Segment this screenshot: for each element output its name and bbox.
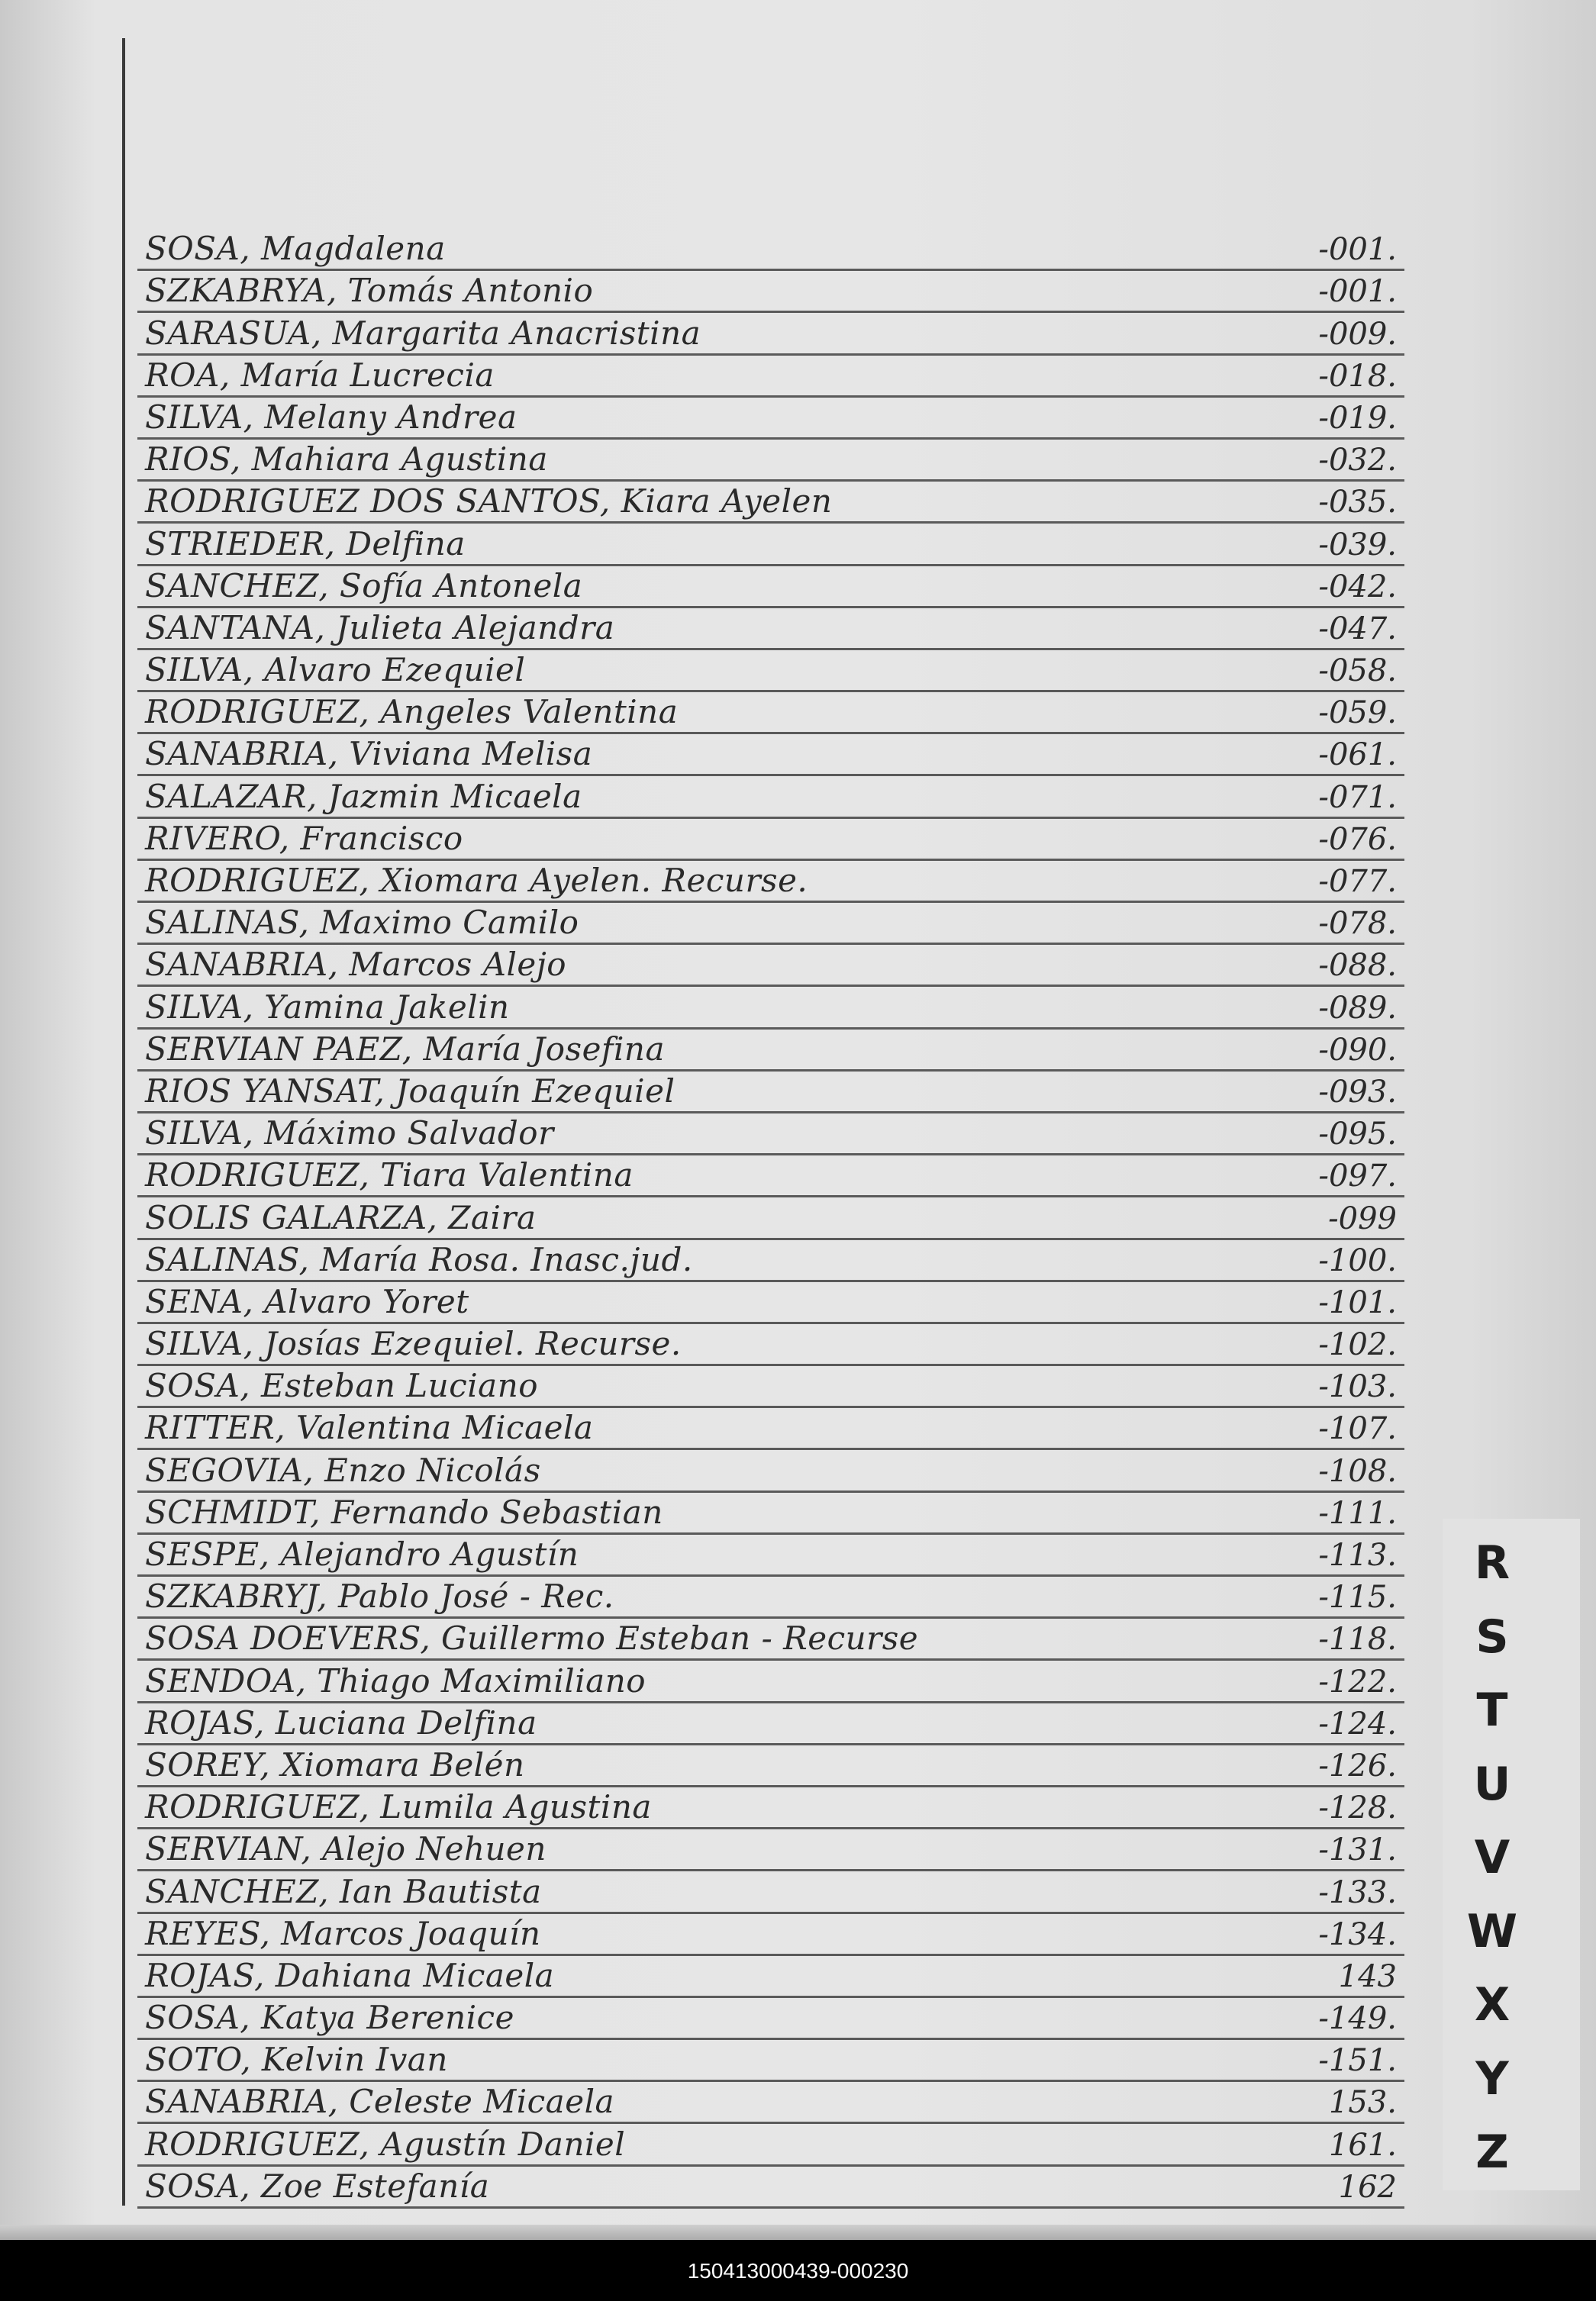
record-number: -090. [1318,1032,1397,1068]
index-letter-y: Y [1475,2051,1509,2106]
student-name: ROA, María Lucrecia [145,356,495,394]
student-name: SILVA, Melany Andrea [145,398,517,436]
student-name: SESPE, Alejandro Agustín [145,1536,579,1573]
student-name: RIOS YANSAT, Joaquín Ezequiel [145,1072,675,1110]
student-name: RODRIGUEZ, Tiara Valentina [145,1156,634,1194]
student-name: SANABRIA, Viviana Melisa [145,735,593,773]
margin-rule [122,38,125,2206]
index-letter-t: T [1476,1684,1508,1737]
page-edge [0,2225,1596,2241]
record-number: 153. [1328,2085,1397,2121]
list-row [137,1745,1404,1787]
record-number: -107. [1318,1411,1397,1447]
student-name: SILVA, Máximo Salvador [145,1114,554,1152]
record-number: -089. [1318,990,1397,1026]
record-number: -099 [1328,1200,1397,1236]
list-row [137,903,1404,945]
student-name: RODRIGUEZ, Angeles Valentina [145,693,679,731]
student-name: RODRIGUEZ, Xiomara Ayelen. Recurse. [145,862,808,899]
list-row [137,566,1404,608]
student-name: SANTANA, Julieta Alejandra [145,608,615,646]
student-name: SERVIAN, Alejo Nehuen [145,1830,547,1868]
record-number: -061. [1318,737,1397,773]
student-name: SANCHEZ, Sofía Antonela [145,566,583,604]
student-name: SANABRIA, Marcos Alejo [145,946,567,984]
student-name: RODRIGUEZ, Lumila Agustina [145,1788,652,1826]
student-name: SILVA, Alvaro Ezequiel [145,651,526,689]
list-row [137,1155,1404,1197]
list-row [137,1324,1404,1366]
student-name: SEGOVIA, Enzo Nicolás [145,1451,541,1489]
student-name: SALINAS, Maximo Camilo [145,904,579,942]
list-row [137,1914,1404,1956]
student-name: STRIEDER, Delfina [145,524,466,562]
record-number: -076. [1318,821,1397,857]
record-number: -071. [1318,779,1397,815]
record-number: -126. [1318,1748,1397,1784]
record-number: -122. [1318,1664,1397,1700]
list-row [137,1072,1404,1113]
list-row [137,1661,1404,1703]
student-name: SOTO, Kelvin Ivan [145,2041,448,2079]
list-row [137,1577,1404,1619]
list-row [137,1998,1404,2040]
index-letter-r: R [1474,1536,1511,1590]
list-row [137,440,1404,482]
student-name: SANCHEZ, Ian Bautista [145,1872,542,1910]
record-number: 161. [1328,2127,1397,2163]
record-number: -093. [1318,1074,1397,1110]
student-name: REYES, Marcos Joaquín [145,1914,541,1952]
record-number: -095. [1318,1117,1397,1152]
list-row [137,1871,1404,1913]
list-row [137,271,1404,313]
record-number: -059. [1318,695,1397,731]
student-name: SENA, Alvaro Yoret [145,1282,469,1320]
index-letter-z: Z [1475,2125,1509,2179]
name-list [137,229,1404,2209]
record-number: -103. [1318,1369,1397,1405]
student-name: SOLIS GALARZA, Zaira [145,1198,537,1236]
record-number: -133. [1318,1874,1397,1910]
student-name: RODRIGUEZ DOS SANTOS, Kiara Ayelen [145,482,833,520]
list-row [137,1787,1404,1829]
record-number: -131. [1318,1832,1397,1868]
record-number: -151. [1318,2043,1397,2079]
list-row [137,650,1404,692]
record-number: -039. [1318,527,1397,562]
student-name: SANABRIA, Celeste Micaela [145,2083,615,2121]
student-name: SALAZAR, Jazmin Micaela [145,777,582,815]
list-row [137,945,1404,987]
list-row [137,692,1404,734]
record-number: -032. [1318,443,1397,479]
record-number: -001. [1318,232,1397,268]
list-row [137,1408,1404,1450]
index-letter-v: V [1474,1831,1511,1884]
student-name: SARASUA, Margarita Anacristina [145,314,701,352]
list-row [137,1703,1404,1745]
scan-id: 150413000439-000230 [687,2259,909,2283]
student-name: RITTER, Valentina Micaela [145,1409,594,1447]
list-row [137,819,1404,861]
list-row [137,1197,1404,1239]
record-number: -124. [1318,1706,1397,1742]
student-name: SCHMIDT, Fernando Sebastian [145,1493,663,1531]
index-letter-w: W [1466,1904,1518,1958]
student-name: SOSA, Magdalena [145,230,446,268]
record-number: -088. [1318,948,1397,984]
record-number: -101. [1318,1284,1397,1320]
record-number: -042. [1318,569,1397,604]
student-name: SOSA DOEVERS, Guillermo Esteban - Recurse [145,1619,919,1658]
record-number: 143 [1338,1958,1397,1994]
record-number: -018. [1318,358,1397,394]
index-letter-s: S [1475,1610,1509,1664]
record-number: -047. [1318,611,1397,646]
list-row [137,1829,1404,1871]
student-name: SZKABRYJ, Pablo José - Rec. [145,1578,614,1616]
student-name: RIVERO, Francisco [145,819,463,857]
list-row [137,1535,1404,1577]
student-name: SOSA, Katya Berenice [145,1999,514,2037]
list-row [137,2040,1404,2082]
record-number: -097. [1318,1159,1397,1194]
record-number: -077. [1318,864,1397,899]
student-name: SILVA, Yamina Jakelin [145,988,510,1026]
record-number: -100. [1318,1242,1397,1278]
student-name: SALINAS, María Rosa. Inasc.jud. [145,1240,693,1278]
record-number: -134. [1318,1916,1397,1952]
alphabet-index [1450,1526,1534,2190]
record-number: -102. [1318,1327,1397,1363]
list-row [137,608,1404,650]
list-row [137,1493,1404,1535]
student-name: SERVIAN PAEZ, María Josefina [145,1030,665,1068]
record-number: -058. [1318,653,1397,689]
student-name: ROJAS, Dahiana Micaela [145,1956,555,1994]
list-row [137,524,1404,566]
record-number: -118. [1318,1622,1397,1658]
record-number: -001. [1318,274,1397,310]
record-number: -115. [1318,1580,1397,1616]
list-row [137,776,1404,818]
student-name: SOSA, Esteban Luciano [145,1367,539,1405]
record-number: -108. [1318,1453,1397,1489]
record-number: -019. [1318,400,1397,436]
list-row [137,1282,1404,1324]
record-number: -149. [1318,2001,1397,2037]
record-number: -113. [1318,1538,1397,1573]
record-number: -111. [1318,1495,1397,1531]
record-number: -128. [1318,1790,1397,1826]
record-number: 162 [1338,2169,1397,2205]
student-name: RODRIGUEZ, Agustín Daniel [145,2125,626,2163]
student-name: SENDOA, Thiago Maximiliano [145,1661,646,1700]
index-letter-x: X [1474,1978,1511,2032]
list-row [137,2167,1404,2209]
student-name: ROJAS, Luciana Delfina [145,1703,537,1742]
list-row [137,482,1404,524]
record-number: -009. [1318,316,1397,352]
list-row [137,229,1404,271]
student-name: SOREY, Xiomara Belén [145,1745,525,1784]
list-row [137,398,1404,440]
list-row [137,1113,1404,1155]
record-number: -078. [1318,906,1397,942]
list-row [137,734,1404,776]
student-name: SILVA, Josías Ezequiel. Recurse. [145,1325,682,1363]
list-row [137,1030,1404,1072]
list-row [137,1366,1404,1408]
list-row [137,2082,1404,2124]
index-letter-u: U [1473,1757,1511,1811]
list-row [137,987,1404,1029]
list-row [137,2124,1404,2166]
list-row [137,1956,1404,1998]
list-row [137,313,1404,355]
list-row [137,1450,1404,1492]
list-row [137,861,1404,903]
record-number: -035. [1318,485,1397,520]
student-name: RIOS, Mahiara Agustina [145,440,548,479]
list-row [137,1240,1404,1282]
list-row [137,356,1404,398]
student-name: SOSA, Zoe Estefanía [145,2167,490,2205]
student-name: SZKABRYA, Tomás Antonio [145,272,594,310]
list-row [137,1619,1404,1661]
